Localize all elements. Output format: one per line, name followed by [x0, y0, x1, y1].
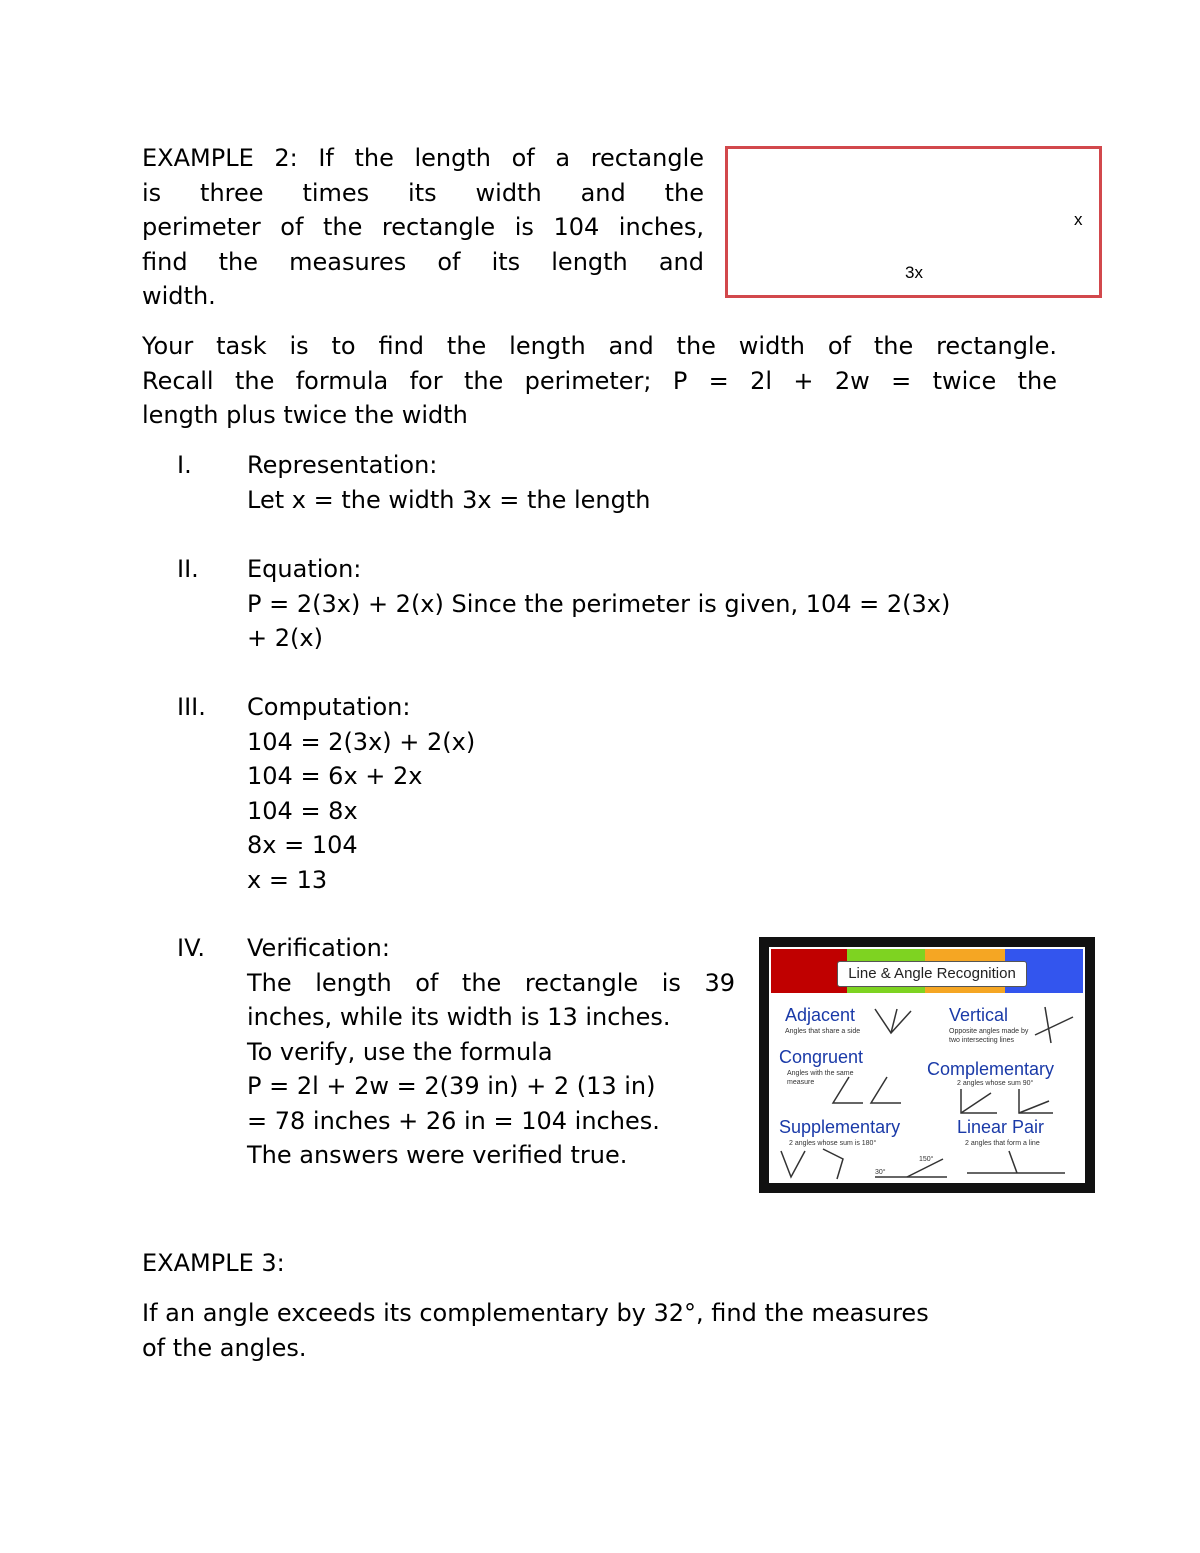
- task-line: Recall the formula for the perimeter; P = 2l + 2w = twice the: [142, 366, 1057, 395]
- step-computation: [247, 690, 475, 897]
- poster-title: Line & Angle Recognition: [837, 961, 1027, 987]
- step-title: Equation:: [247, 555, 362, 583]
- term-congruent: Congruent: [779, 1047, 864, 1067]
- rectangle-diagram: [725, 146, 1102, 298]
- example3-heading: EXAMPLE 3:: [142, 1249, 285, 1277]
- term-linear-pair: Linear Pair: [957, 1117, 1045, 1137]
- length-label: 3x: [905, 263, 923, 282]
- step-title: Representation:: [247, 451, 438, 479]
- task-paragraph: [142, 329, 1057, 433]
- step-numeral: I.: [177, 451, 192, 479]
- step-line: 104 = 8x: [247, 796, 358, 825]
- term-complementary: Complementary: [927, 1059, 1055, 1079]
- example2-problem: [142, 141, 704, 314]
- term-adjacent: Adjacent: [785, 1005, 856, 1025]
- step-line: 104 = 6x + 2x: [247, 762, 423, 790]
- step-line: inches, while its width is 13 inches.: [247, 1003, 671, 1031]
- term-desc: 2 angles whose sum is 180°: [789, 1140, 877, 1147]
- example3-problem: [142, 1296, 929, 1365]
- term-supplementary: Supplementary: [779, 1117, 901, 1137]
- step-line: x = 13: [247, 865, 328, 894]
- step-representation: [247, 448, 650, 517]
- step-title: Verification:: [247, 934, 390, 962]
- step-line: P = 2(3x) + 2(x) Since the perimeter is given, 104 = 2(3x): [247, 589, 951, 618]
- step-equation: [247, 552, 1057, 656]
- problem-line: of the angles.: [142, 1333, 307, 1362]
- adjacent-angle-icon: [873, 1007, 913, 1035]
- term-desc: Angles that share a side: [785, 1028, 861, 1035]
- task-line: length plus twice the width: [142, 401, 468, 429]
- step-verification: [247, 931, 735, 1173]
- step-numeral: IV.: [177, 934, 206, 962]
- problem-line: If an angle exceeds its complementary by 32°, find the measures: [142, 1299, 929, 1327]
- step-title: Computation:: [247, 693, 411, 721]
- term-desc: Angles with the same measure: [787, 1070, 854, 1086]
- width-label: x: [1074, 210, 1083, 229]
- poster-band: [771, 949, 847, 993]
- step-line: The length of the rectangle is 39: [247, 968, 735, 997]
- step-line: + 2(x): [247, 624, 323, 652]
- step-line: The answers were verified true.: [247, 1141, 628, 1169]
- angle-mark: 150°: [919, 1156, 934, 1163]
- poster-canvas: [769, 947, 1085, 1183]
- step-numeral: III.: [177, 693, 206, 721]
- step-line: = 78 inches + 26 in = 104 inches.: [247, 1106, 660, 1135]
- problem-line: is three times its width and the: [142, 178, 704, 207]
- term-desc: Opposite angles made by two intersecting lines: [949, 1028, 1029, 1044]
- angle-mark: 30°: [875, 1169, 886, 1176]
- problem-line: find the measures of its length and: [142, 247, 704, 276]
- term-vertical: Vertical: [949, 1005, 1009, 1025]
- complementary-angle-icon: [957, 1087, 1067, 1115]
- step-line: P = 2l + 2w = 2(39 in) + 2 (13 in): [247, 1072, 656, 1100]
- problem-line: perimeter of the rectangle is 104 inches,: [142, 213, 704, 241]
- problem-line: width.: [142, 282, 216, 310]
- task-line: Your task is to find the length and the width of the rectangle.: [142, 332, 1057, 360]
- congruent-angle-icon: [829, 1075, 909, 1107]
- step-numeral: II.: [177, 555, 199, 583]
- step-line: 104 = 2(3x) + 2(x): [247, 727, 476, 756]
- linear-pair-icon: [965, 1149, 1075, 1177]
- vertical-angle-icon: [1031, 1005, 1075, 1045]
- line-angle-poster: [759, 937, 1095, 1193]
- step-line: Let x = the width 3x = the length: [247, 485, 651, 514]
- step-line: To verify, use the formula: [247, 1037, 553, 1066]
- problem-line: EXAMPLE 2: If the length of a rectangle: [142, 144, 704, 172]
- step-line: 8x = 104: [247, 831, 358, 859]
- term-desc: 2 angles that form a line: [965, 1140, 1040, 1147]
- term-desc: 2 angles whose sum 90°: [957, 1080, 1034, 1087]
